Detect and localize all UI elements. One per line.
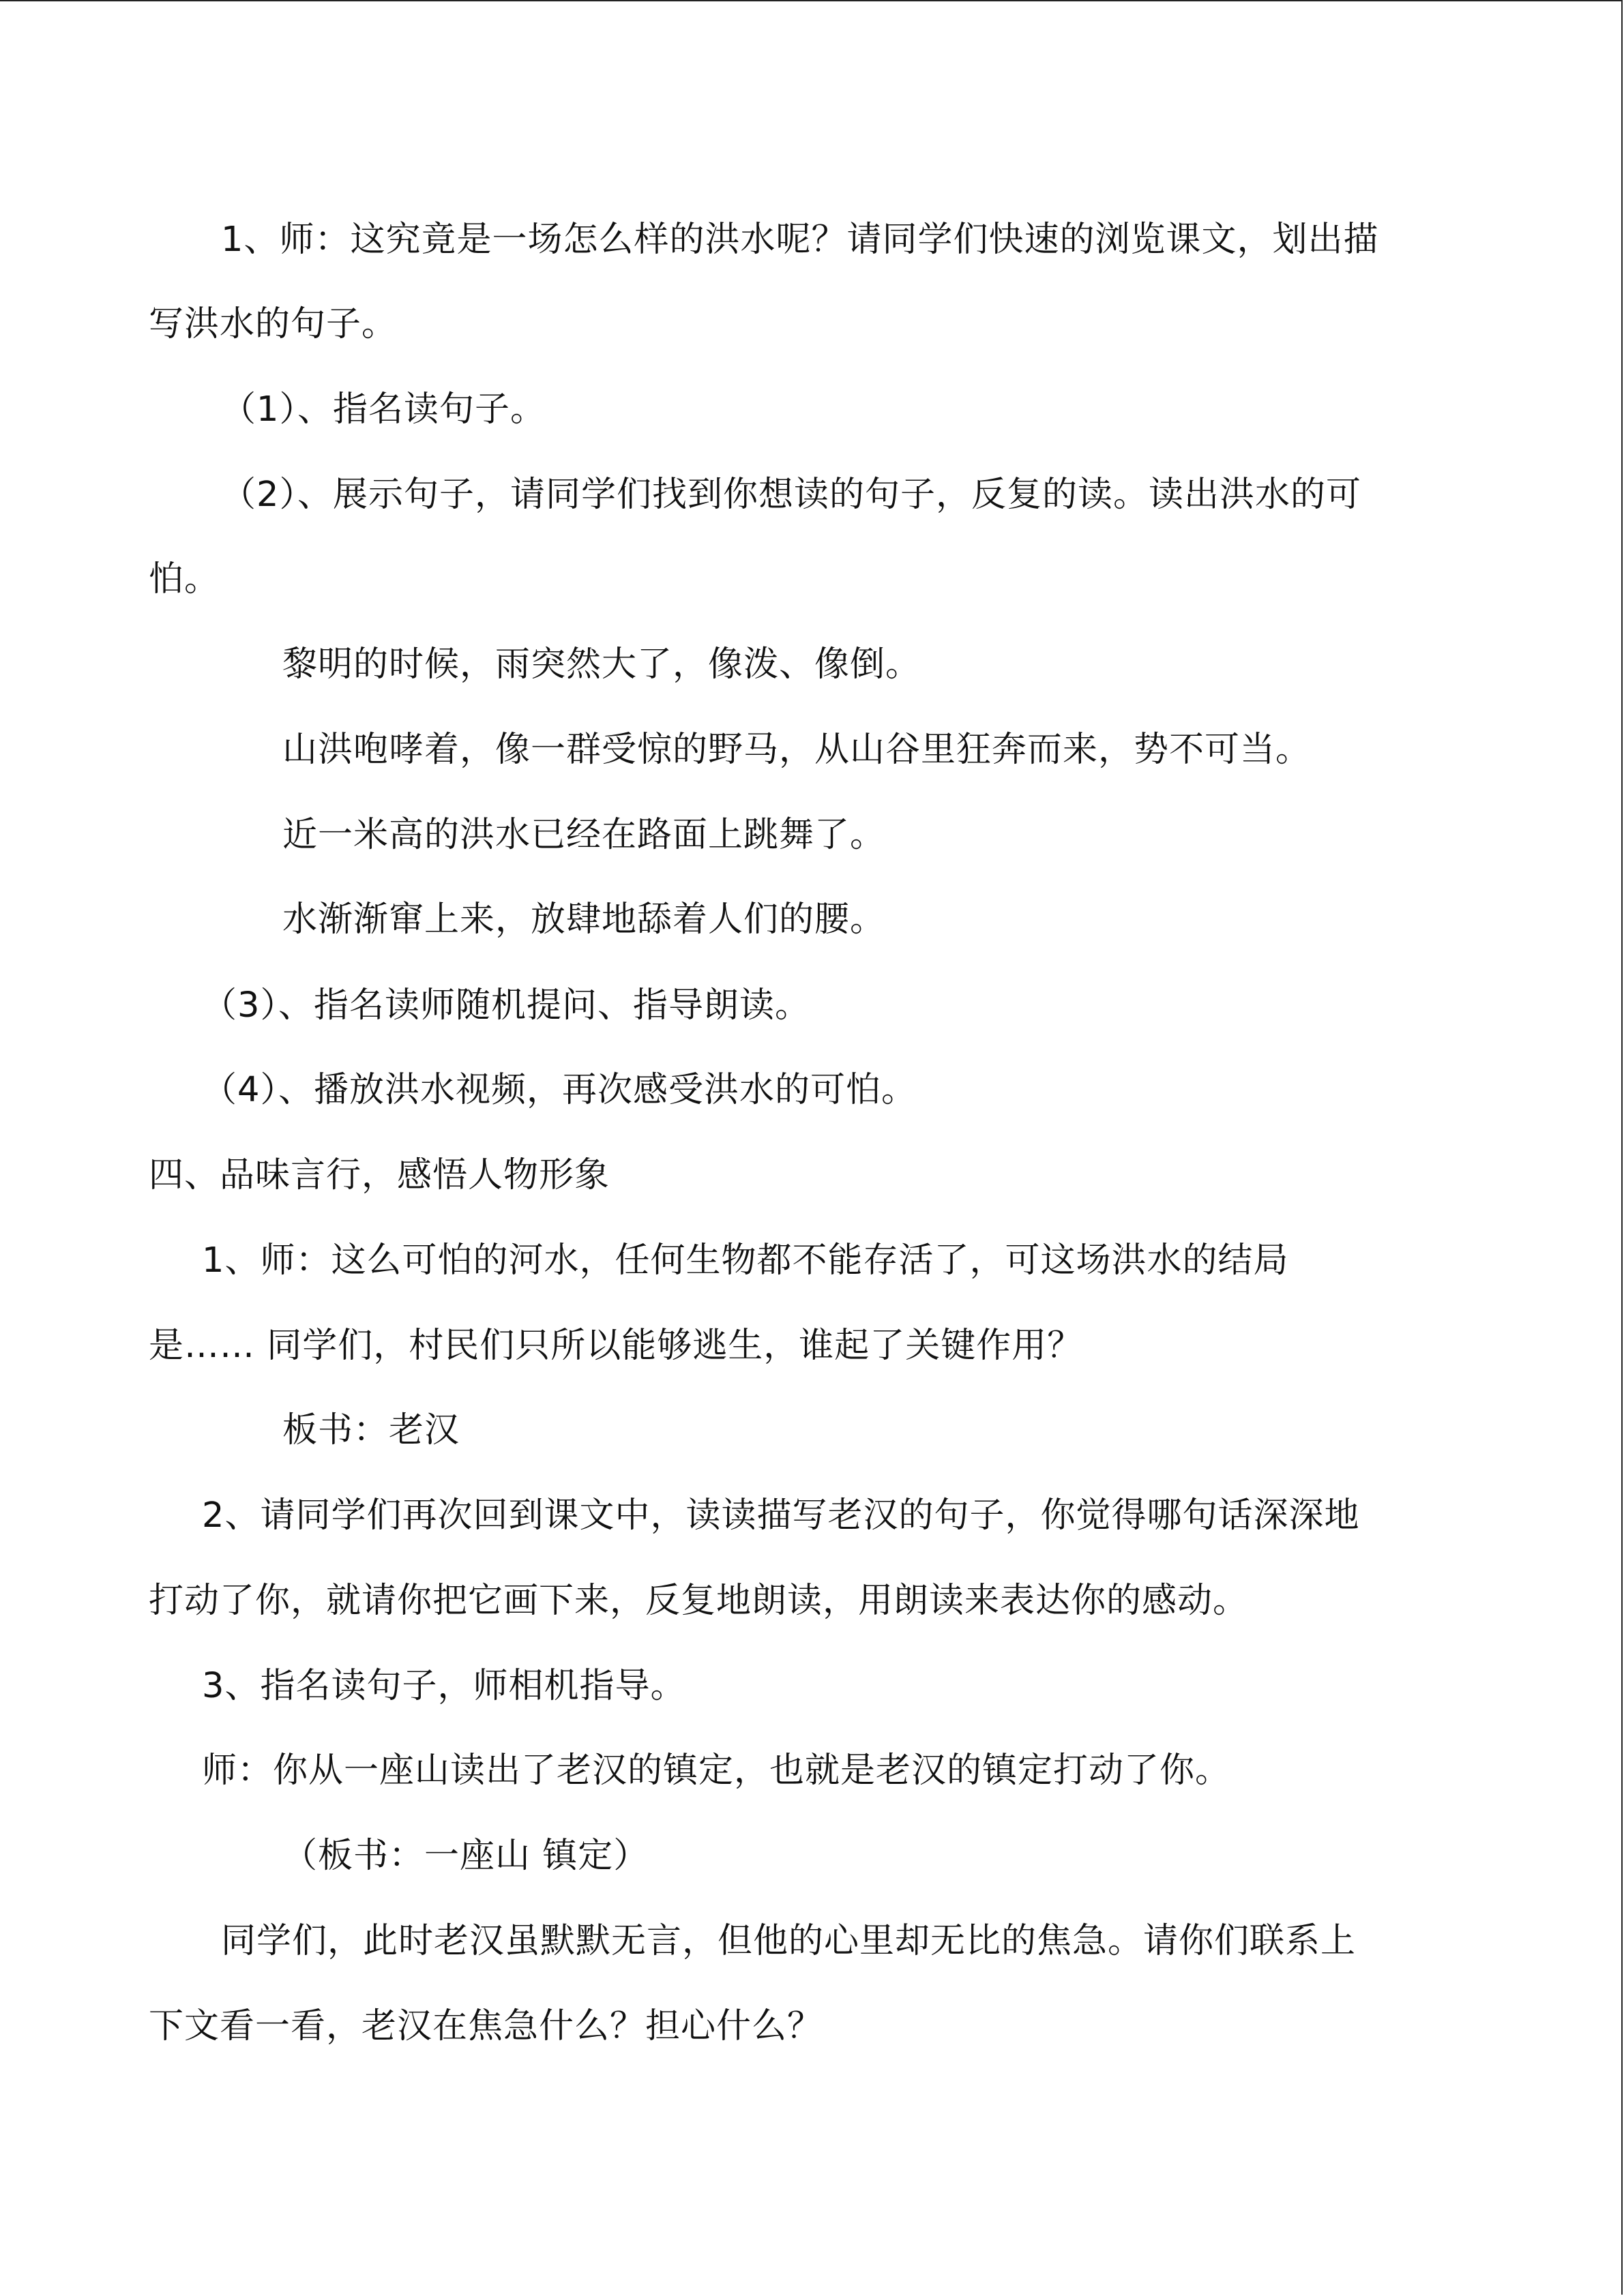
closing-line-1: 同学们，此时老汉虽默默无言，但他的心里却无比的焦急。请你们联系上	[221, 1921, 1357, 1961]
section-heading: 四、品味言行，感悟人物形象	[149, 1155, 610, 1195]
quote-line-2: 山洪咆哮着，像一群受惊的野马，从山谷里狂奔而来，势不可当。	[282, 730, 1312, 770]
step-2-line-2: 怕。	[149, 559, 220, 599]
step-4-line: （4）、播放洪水视频，再次感受洪水的可怕。	[202, 1070, 917, 1110]
board-note-1: 板书：老汉	[282, 1410, 460, 1450]
paragraph-1-line-1: 1、师：这究竟是一场怎么样的洪水呢？请同学们快速的浏览课文，划出描	[221, 220, 1379, 260]
quote-line-4: 水渐渐窜上来，放肆地舔着人们的腰。	[282, 899, 886, 940]
section-item-2-line-2: 打动了你，就请你把它画下来，反复地朗读，用朗读来表达你的感动。	[149, 1581, 1249, 1621]
teacher-remark: 师：你从一座山读出了老汉的镇定，也就是老汉的镇定打动了你。	[202, 1750, 1231, 1791]
closing-line-2: 下文看一看，老汉在焦急什么？担心什么？	[149, 2006, 823, 2046]
step-1-line: （1）、指名读句子。	[221, 389, 546, 430]
quote-line-1: 黎明的时候，雨突然大了，像泼、像倒。	[282, 644, 921, 685]
quote-line-3: 近一米高的洪水已经在路面上跳舞了。	[282, 815, 886, 855]
board-note-2: （板书：一座山 镇定）	[282, 1836, 649, 1876]
section-item-1-line-2: 是…… 同学们，村民们只所以能够逃生，谁起了关键作用？	[149, 1326, 1083, 1366]
step-2-line-1: （2）、展示句子，请同学们找到你想读的句子，反复的读。读出洪水的可	[221, 475, 1361, 515]
section-item-1-line-1: 1、师：这么可怕的河水，任何生物都不能存活了，可这场洪水的结局	[202, 1240, 1289, 1281]
section-item-2-line-1: 2、请同学们再次回到课文中，读读描写老汉的句子，你觉得哪句话深深地	[202, 1495, 1360, 1536]
section-item-3-line: 3、指名读句子，师相机指导。	[202, 1666, 686, 1706]
step-3-line: （3）、指名读师随机提问、指导朗读。	[202, 985, 810, 1026]
paragraph-1-line-2: 写洪水的句子。	[149, 304, 398, 344]
